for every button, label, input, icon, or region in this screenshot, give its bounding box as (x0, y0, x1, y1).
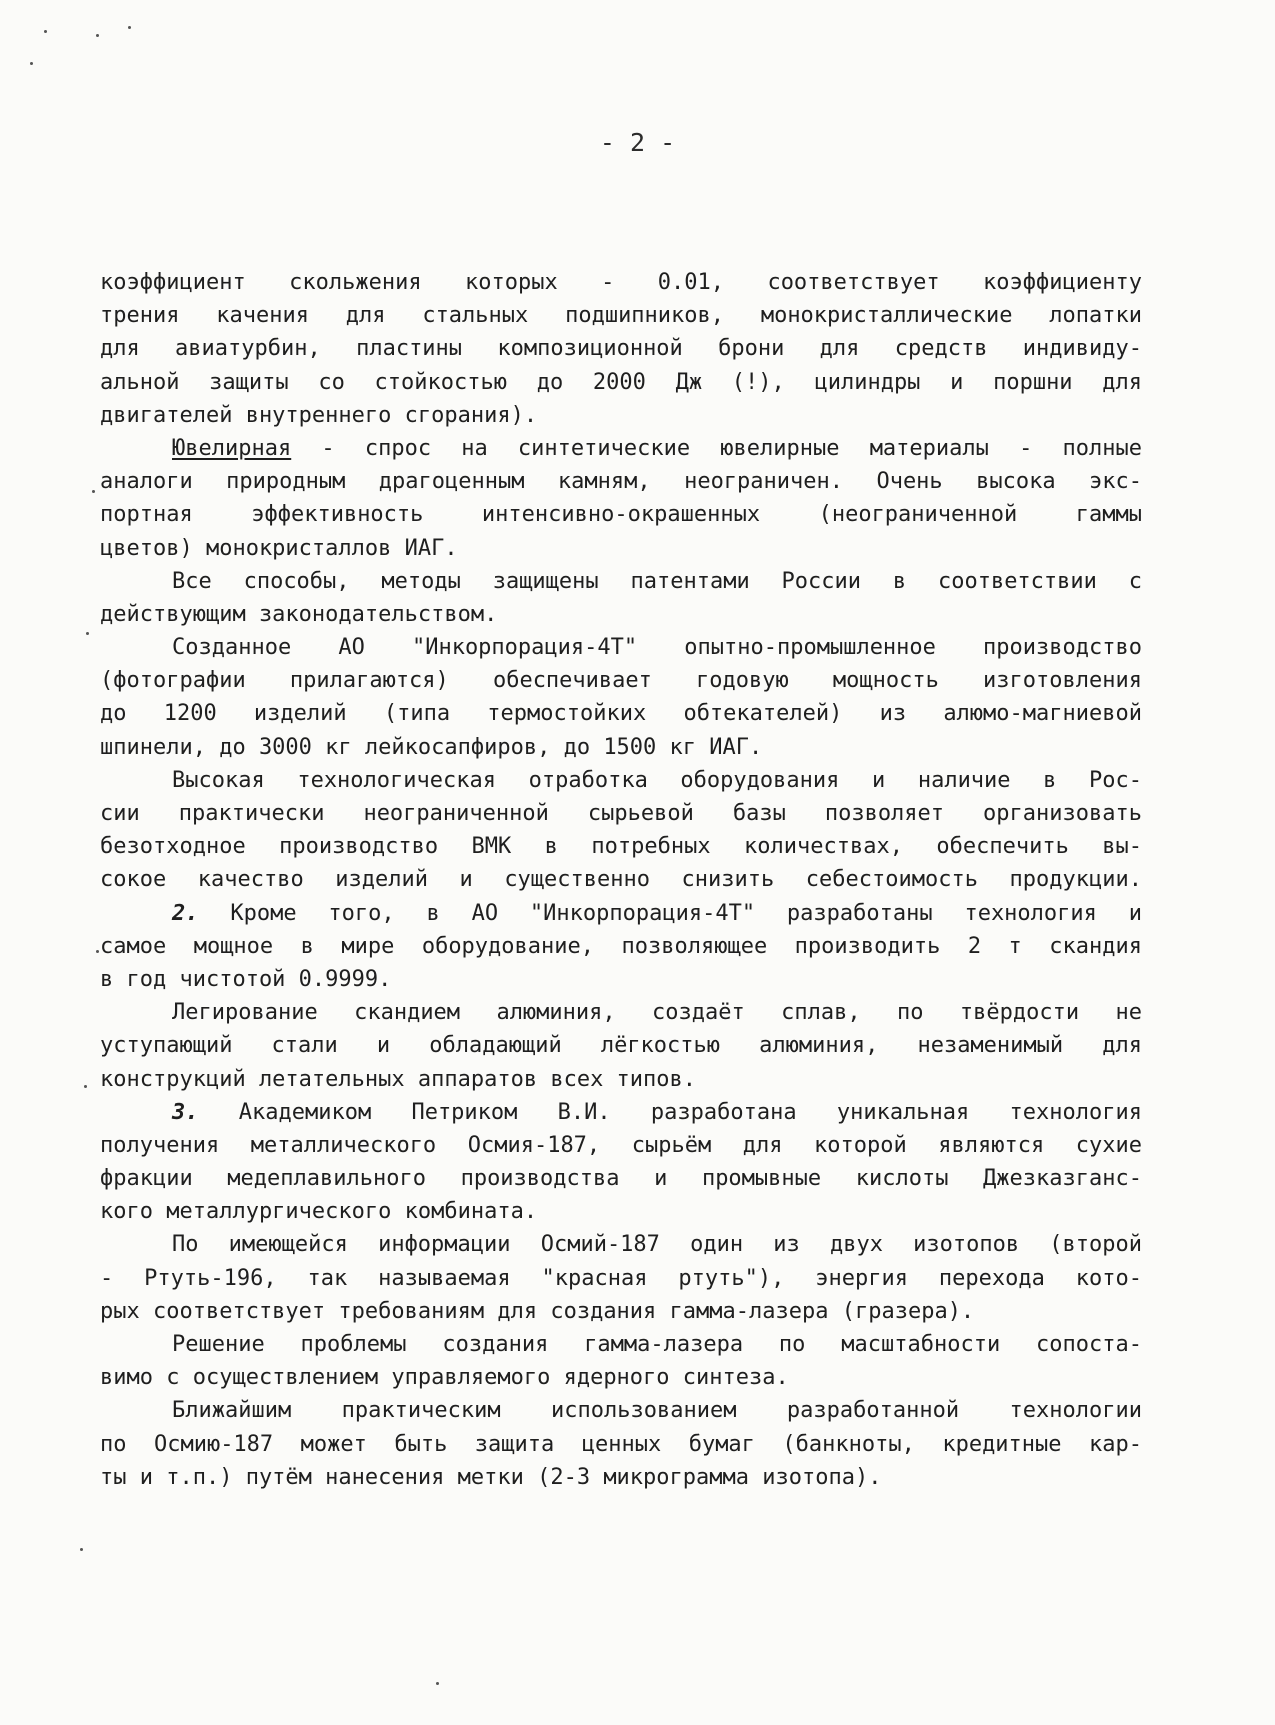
text-line: до 1200 изделий (типа термостойких обтекателей) из алюмо-магниевой (100, 701, 1142, 727)
scan-speck (44, 30, 47, 33)
scan-speck (96, 950, 99, 953)
text-line: По имеющейся информации Осмий-187 один из двух изотопов (второй (172, 1232, 1142, 1258)
text-line: по Осмию-187 может быть защита ценных бумаг (банкноты, кредитные кар- (100, 1431, 1142, 1457)
text-line: Ближайшим практическим использованием разработанной технологии (172, 1398, 1142, 1424)
document-body (100, 266, 1142, 1494)
text-line: сокое качество изделий и существенно снизить себестоимость продукции. (100, 867, 1142, 893)
text-span: Академиком Петриком В.И. разработана уникальная технология (198, 1099, 1142, 1125)
text-line: двигателей внутреннего сгорания). (100, 402, 538, 428)
text-line: трения качения для стальных подшипников, монокристаллические лопатки (100, 303, 1142, 329)
underlined-term: Ювелирная (172, 435, 292, 461)
scan-speck (84, 1085, 87, 1088)
text-line: сии практически неограниченной сырьевой базы позволяет организовать (100, 801, 1142, 826)
text-line: фракции медеплавильного производства и промывные кислоты Джезказганс- (100, 1166, 1142, 1192)
text-line: Все способы, методы защищены патентами России в соответствии с (172, 568, 1142, 594)
scan-speck (80, 1548, 83, 1551)
text-line: безотходное производство ВМК в потребных количествах, обеспечить вы- (100, 834, 1142, 860)
text-line: (фотографии прилагаются) обеспечивает годовую мощность изготовления (100, 668, 1142, 694)
text-line: кого металлургического комбината. (100, 1199, 538, 1225)
text-line: конструкций летательных аппаратов всех типов. (100, 1066, 697, 1092)
text-line: действующим законодательством. (100, 601, 498, 627)
page-number: - 2 - (599, 128, 676, 157)
text-line: альной защиты со стойкостью до 2000 Дж (!), цилиндры и поршни для (100, 369, 1142, 395)
text-line: шпинели, до 3000 кг лейкосапфиров, до 1500 кг ИАГ. (100, 734, 763, 760)
item-number: 3. (172, 1099, 199, 1125)
scan-speck (86, 632, 89, 635)
text-line: - Ртуть-196, так называемая "красная ртуть"), энергия перехода кото- (100, 1265, 1142, 1291)
text-line: коэффициент скольжения которых - 0.01, соответствует коэффициенту (100, 270, 1142, 295)
scan-speck (92, 490, 95, 493)
text-line: рых соответствует требованиям для создания гамма-лазера (гразера). (100, 1298, 975, 1324)
text-line: Высокая технологическая отработка оборудования и наличие в Рос- (172, 767, 1142, 793)
scan-speck (30, 62, 33, 65)
text-line: цветов) монокристаллов ИАГ. (100, 535, 458, 561)
text-line: получения металлического Осмия-187, сырьём для которой являются сухие (100, 1132, 1142, 1158)
text-line: Решение проблемы создания гамма-лазера по масштабности сопоста- (172, 1332, 1142, 1357)
text-line: аналоги природным драгоценным камням, неограничен. Очень высока экс- (100, 469, 1142, 495)
text-line: для авиатурбин, пластины композиционной брони для средств индивиду- (100, 336, 1142, 362)
text-line: вимо с осуществлением управляемого ядерного синтеза. (100, 1365, 789, 1391)
text-line: Созданное АО "Инкорпорация-4Т" опытно-промышленное производство (172, 635, 1142, 661)
text-span: - спрос на синтетические ювелирные материалы - полные (291, 435, 1142, 461)
item-number: 2. (172, 900, 199, 926)
text-line (100, 897, 1142, 930)
text-line: в год чистотой 0.9999. (100, 966, 392, 992)
text-line (100, 432, 1142, 465)
text-line: уступающий стали и обладающий лёгкостью алюминия, незаменимый для (100, 1033, 1142, 1059)
scan-speck (128, 26, 131, 29)
text-line: Легирование скандием алюминия, создаёт сплав, по твёрдости не (172, 1000, 1142, 1026)
text-line (100, 1096, 1142, 1129)
text-span: Кроме того, в АО "Инкорпорация-4Т" разработаны технология и (198, 900, 1142, 926)
text-line: портная эффективность интенсивно-окрашенных (неограниченной гаммы (100, 502, 1142, 528)
text-line: ты и т.п.) путём нанесения метки (2-3 микрограмма изотопа). (100, 1464, 882, 1490)
text-line: самое мощное в мире оборудование, позволяющее производить 2 т скандия (100, 933, 1142, 959)
scan-speck (436, 1682, 439, 1685)
scan-speck (96, 34, 99, 37)
